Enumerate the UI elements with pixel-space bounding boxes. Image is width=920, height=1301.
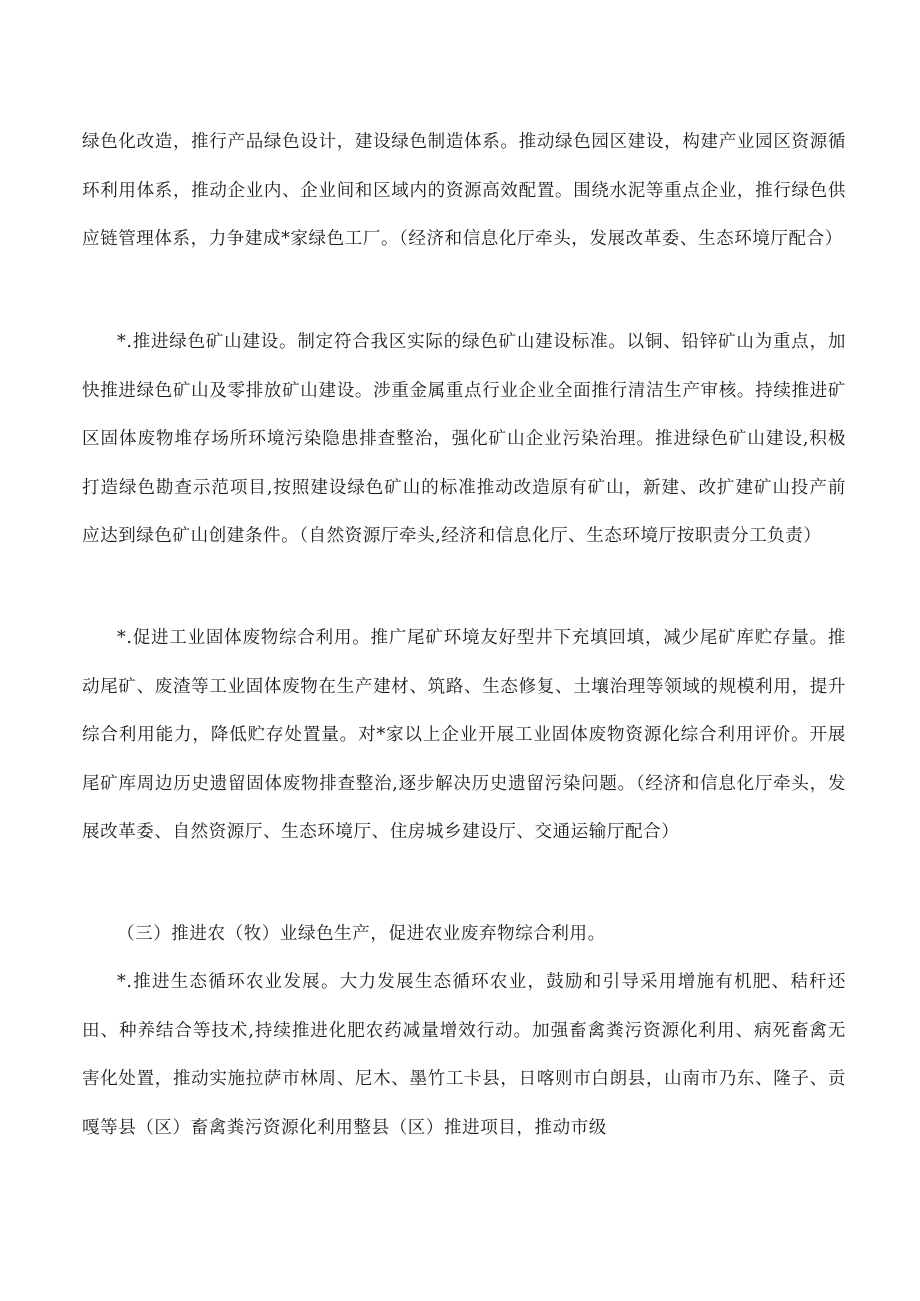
paragraph-green-manufacturing: 绿色化改造，推行产品绿色设计，建设绿色制造体系。推动绿色园区建设，构建产业园区资源循环利用体系，推动企业内、企业间和区域内的资源高效配置。围绕水泥等重点企业，推行绿色供应链管理体系，力争建成*家绿色工厂。（经济和信息化厅牵头，发展改革委、生态环境厅配合） <box>82 132 846 249</box>
paragraph-industrial-solid-waste: *.促进工业固体废物综合利用。推广尾矿环境友好型井下充填回填，减少尾矿库贮存量。推动尾矿、废渣等工业固体废物在生产建材、筑路、生态修复、土壤治理等领域的规模利用，提升综合利用能力，降低贮存处置量。对*家以上企业开展工业固体废物资源化综合利用评价。开展尾矿库周边历史遗留固体废物排查整治,逐步解决历史遗留污染问题。（经济和信息化厅牵头，发展改革委、自然资源厅、生态环境厅、住房城乡建设厅、交通运输厅配合） <box>82 628 846 842</box>
paragraph-ecological-agriculture: *.推进生态循环农业发展。大力发展生态循环农业，鼓励和引导采用增施有机肥、秸秆还田、种养结合等技术,持续推进化肥农药减量增效行动。加强畜禽粪污资源化利用、病死畜禽无害化处置，推动实施拉萨市林周、尼木、墨竹工卡县，日喀则市白朗县，山南市乃东、隆子、贡嘎等县（区）畜禽粪污资源化利用整县（区）推进项目，推动市级 <box>82 972 846 1138</box>
paragraph-green-mines: *.推进绿色矿山建设。制定符合我区实际的绿色矿山建设标准。以铜、铅锌矿山为重点，加快推进绿色矿山及零排放矿山建设。涉重金属重点行业企业全面推行清洁生产审核。持续推进矿区固体废物堆存场所环境污染隐患排查整治，强化矿山企业污染治理。推进绿色矿山建设,积极打造绿色勘查示范项目,按照建设绿色矿山的标准推动改造原有矿山，新建、改扩建矿山投产前应达到绿色矿山创建条件。（自然资源厅牵头,经济和信息化厅、生态环境厅按职责分工负责） <box>82 332 846 546</box>
section-heading-agriculture: （三）推进农（牧）业绿色生产，促进农业废弃物综合利用。 <box>117 924 606 944</box>
